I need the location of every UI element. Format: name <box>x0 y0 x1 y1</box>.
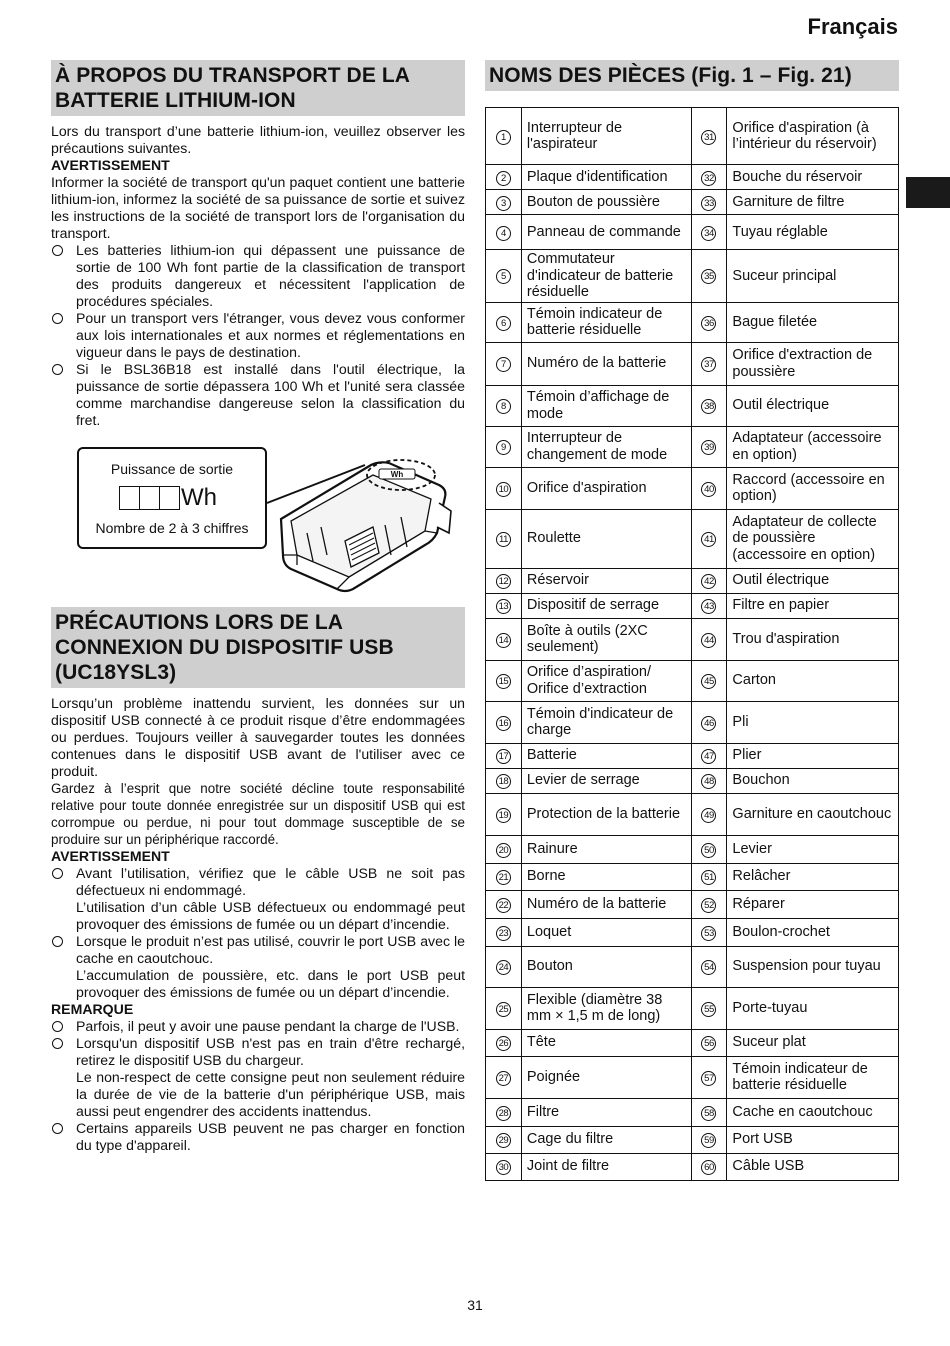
part-number-cell <box>691 568 727 593</box>
part-number-cell <box>486 302 522 342</box>
output-callout-box <box>77 447 267 549</box>
table-row <box>486 385 899 426</box>
part-number-badge: 30 <box>496 1160 511 1175</box>
part-number-cell <box>691 342 727 385</box>
section-title-parts: NOMS DES PIÈCES (Fig. 1 – Fig. 21) <box>485 60 899 91</box>
part-number-badge: 6 <box>496 316 511 331</box>
part-number-badge: 39 <box>701 440 716 455</box>
list-item: Les batteries lithium-ion qui dépassent une puissance de sortie de 100 Wh font partie de la classification de transport des produits dangereux et nécessitent l'application de procédures spéciales. <box>51 242 465 310</box>
part-number-badge: 56 <box>701 1036 716 1051</box>
unit-label: Wh <box>181 484 217 511</box>
right-column <box>485 60 899 1181</box>
table-row <box>486 946 899 987</box>
part-number-badge: 10 <box>496 482 511 497</box>
part-number-cell <box>691 1098 727 1126</box>
part-name-cell: Adaptateur de collecte de poussière (accessoire en option) <box>727 509 899 568</box>
part-number-badge: 3 <box>496 196 511 211</box>
part-number-badge: 14 <box>496 633 511 648</box>
circle-bullet-icon <box>52 1021 63 1032</box>
part-number-cell <box>486 593 522 618</box>
svg-text:Wh: Wh <box>390 470 404 479</box>
battery-illustration <box>261 441 467 601</box>
part-name-cell: Porte-tuyau <box>727 987 899 1029</box>
part-name-cell: Outil électrique <box>727 385 899 426</box>
part-number-badge: 37 <box>701 357 716 372</box>
part-number-badge: 8 <box>496 399 511 414</box>
part-number-badge: 5 <box>496 269 511 284</box>
part-number-cell <box>486 1029 522 1056</box>
part-name-cell: Garniture de filtre <box>727 190 899 215</box>
part-name-cell: Levier <box>727 835 899 863</box>
part-number-cell <box>691 1153 727 1180</box>
part-name-cell: Commutateur d'indicateur de batterie résiduelle <box>521 250 691 303</box>
part-number-cell <box>691 1029 727 1056</box>
table-row <box>486 1056 899 1098</box>
part-number-cell <box>486 165 522 190</box>
circle-bullet-icon <box>52 1038 63 1049</box>
table-row <box>486 467 899 509</box>
part-number-badge: 22 <box>496 898 511 913</box>
list-item: Si le BSL36B18 est installé dans l'outil électrique, la puissance de sortie dépassera 100 Wh et l'unité sera classée comme marchandise dangereuse selon la classification du fret. <box>51 361 465 429</box>
part-name-cell: Suspension pour tuyau <box>727 946 899 987</box>
part-number-badge: 35 <box>701 269 716 284</box>
table-row <box>486 743 899 768</box>
part-name-cell: Panneau de commande <box>521 215 691 250</box>
part-number-cell <box>691 250 727 303</box>
part-number-badge: 16 <box>496 716 511 731</box>
part-number-badge: 49 <box>701 808 716 823</box>
usb-intro-2: Gardez à l’esprit que notre société décline toute responsabilité relative pour toute donnée enregistrée sur un dispositif USB qui est corrompue ou perdue, ni pour tout dommage susceptible de se produire sur un périphérique raccordé. <box>51 781 465 847</box>
part-number-cell <box>691 509 727 568</box>
table-row <box>486 1029 899 1056</box>
part-number-cell <box>486 1056 522 1098</box>
table-row <box>486 768 899 793</box>
part-name-cell: Bouton de poussière <box>521 190 691 215</box>
part-number-badge: 48 <box>701 774 716 789</box>
part-number-badge: 24 <box>496 960 511 975</box>
part-name-cell: Garniture en caoutchouc <box>727 793 899 835</box>
part-number-cell <box>486 108 522 165</box>
part-number-cell <box>486 1098 522 1126</box>
part-number-cell <box>691 1126 727 1153</box>
part-name-cell: Témoin indicateur de batterie résiduelle <box>521 302 691 342</box>
part-name-cell: Relâcher <box>727 863 899 890</box>
part-number-badge: 46 <box>701 716 716 731</box>
part-name-cell: Réparer <box>727 890 899 918</box>
part-number-cell <box>691 835 727 863</box>
part-name-cell: Orifice d'extraction de poussière <box>727 342 899 385</box>
part-name-cell: Plier <box>727 743 899 768</box>
part-number-cell <box>691 467 727 509</box>
list-item: Parfois, il peut y avoir une pause pendant la charge de l'USB. <box>51 1018 465 1035</box>
part-name-cell: Port USB <box>727 1126 899 1153</box>
part-name-cell: Carton <box>727 660 899 701</box>
part-number-badge: 15 <box>496 674 511 689</box>
part-number-badge: 31 <box>701 130 716 145</box>
table-row <box>486 987 899 1029</box>
part-number-badge: 51 <box>701 870 716 885</box>
part-number-cell <box>691 302 727 342</box>
parts-table-body <box>486 108 899 1181</box>
part-number-badge: 4 <box>496 226 511 241</box>
part-number-badge: 12 <box>496 574 511 589</box>
part-number-badge: 26 <box>496 1036 511 1051</box>
table-row <box>486 568 899 593</box>
table-row <box>486 1098 899 1126</box>
part-number-cell <box>691 946 727 987</box>
part-name-cell: Roulette <box>521 509 691 568</box>
part-number-cell <box>691 215 727 250</box>
part-number-badge: 33 <box>701 196 716 211</box>
part-name-cell: Interrupteur de changement de mode <box>521 426 691 467</box>
part-number-cell <box>486 1126 522 1153</box>
part-number-badge: 9 <box>496 440 511 455</box>
part-number-cell <box>691 987 727 1029</box>
part-number-cell <box>486 768 522 793</box>
part-number-cell <box>691 165 727 190</box>
part-name-cell: Outil électrique <box>727 568 899 593</box>
table-row <box>486 835 899 863</box>
part-number-badge: 45 <box>701 674 716 689</box>
part-number-cell <box>486 250 522 303</box>
part-number-cell <box>691 426 727 467</box>
part-name-cell: Joint de filtre <box>521 1153 691 1180</box>
part-name-cell: Raccord (accessoire en option) <box>727 467 899 509</box>
part-number-badge: 13 <box>496 599 511 614</box>
digit-boxes <box>119 486 179 510</box>
part-name-cell: Pli <box>727 701 899 743</box>
part-name-cell: Borne <box>521 863 691 890</box>
part-number-cell <box>691 768 727 793</box>
part-number-badge: 32 <box>701 171 716 186</box>
usb-note-bullets <box>51 1018 465 1154</box>
table-row <box>486 918 899 946</box>
part-number-cell <box>486 701 522 743</box>
part-number-cell <box>486 342 522 385</box>
part-name-cell: Levier de serrage <box>521 768 691 793</box>
part-number-badge: 42 <box>701 574 716 589</box>
transport-bullets <box>51 242 465 429</box>
part-number-cell <box>486 835 522 863</box>
section-tab-marker <box>906 177 950 208</box>
part-name-cell: Câble USB <box>727 1153 899 1180</box>
table-row <box>486 190 899 215</box>
part-number-badge: 52 <box>701 898 716 913</box>
part-number-cell <box>486 918 522 946</box>
part-number-cell <box>486 190 522 215</box>
part-number-cell <box>691 618 727 660</box>
table-row <box>486 793 899 835</box>
part-name-cell: Filtre en papier <box>727 593 899 618</box>
usb-intro: Lorsqu’un problème inattendu survient, les données sur un dispositif USB connecté à ce produit risque d’être endommagées ou perdues. Toujours veiller à sauvegarder toutes les données contenues dans le dispositif USB avant de l'utiliser avec ce produit. <box>51 695 465 779</box>
page-number: 31 <box>467 1297 483 1313</box>
part-number-badge: 43 <box>701 599 716 614</box>
part-number-cell <box>691 890 727 918</box>
part-number-badge: 60 <box>701 1160 716 1175</box>
part-name-cell: Rainure <box>521 835 691 863</box>
circle-bullet-icon <box>52 364 63 375</box>
table-row <box>486 701 899 743</box>
list-item: Lorsque le produit n’est pas utilisé, couvrir le port USB avec le cache en caoutchouc. L’accumulation de poussière, etc. dans le port USB peut provoquer des émissions de fumée ou un départ d’incendie. <box>51 933 465 1001</box>
part-number-badge: 36 <box>701 316 716 331</box>
part-number-badge: 54 <box>701 960 716 975</box>
part-number-badge: 55 <box>701 1002 716 1017</box>
transport-warning-text: Informer la société de transport qu'un paquet contient une batterie lithium-ion, informez la société de sa puissance de sortie et suivez les instructions de la société de transport lors de l'organisation du transport. <box>51 174 465 241</box>
table-row <box>486 593 899 618</box>
part-number-cell <box>486 946 522 987</box>
part-name-cell: Suceur plat <box>727 1029 899 1056</box>
part-name-cell: Suceur principal <box>727 250 899 303</box>
part-name-cell: Orifice d’aspiration/ Orifice d’extraction <box>521 660 691 701</box>
part-number-cell <box>486 568 522 593</box>
list-item: Certains appareils USB peuvent ne pas charger en fonction du type d'appareil. <box>51 1120 465 1154</box>
list-item: Pour un transport vers l'étranger, vous devez vous conformer aux lois internationales et aux normes et réglementations en vigueur dans le pays de destination. <box>51 310 465 361</box>
part-number-badge: 11 <box>496 532 511 547</box>
part-number-badge: 19 <box>496 808 511 823</box>
part-number-badge: 20 <box>496 843 511 858</box>
part-name-cell: Boulon-crochet <box>727 918 899 946</box>
part-name-cell: Boîte à outils (2XC seulement) <box>521 618 691 660</box>
transport-warning-label: AVERTISSEMENT <box>51 157 170 173</box>
part-number-cell <box>691 190 727 215</box>
part-number-badge: 59 <box>701 1133 716 1148</box>
circle-bullet-icon <box>52 1123 63 1134</box>
circle-bullet-icon <box>52 313 63 324</box>
table-row <box>486 509 899 568</box>
part-number-cell <box>691 743 727 768</box>
part-name-cell: Témoin indicateur de batterie résiduelle <box>727 1056 899 1098</box>
part-name-cell: Batterie <box>521 743 691 768</box>
table-row <box>486 165 899 190</box>
part-name-cell: Bouton <box>521 946 691 987</box>
part-number-cell <box>691 660 727 701</box>
table-row <box>486 302 899 342</box>
part-number-badge: 34 <box>701 226 716 241</box>
part-name-cell: Orifice d'aspiration (à l’intérieur du réservoir) <box>727 108 899 165</box>
part-number-cell <box>691 385 727 426</box>
part-number-cell <box>486 890 522 918</box>
part-name-cell: Numéro de la batterie <box>521 342 691 385</box>
part-number-cell <box>486 426 522 467</box>
part-name-cell: Filtre <box>521 1098 691 1126</box>
part-name-cell: Cache en caoutchouc <box>727 1098 899 1126</box>
part-number-cell <box>486 618 522 660</box>
part-name-cell: Flexible (diamètre 38 mm × 1,5 m de long) <box>521 987 691 1029</box>
part-number-cell <box>691 108 727 165</box>
part-number-badge: 18 <box>496 774 511 789</box>
part-name-cell: Tuyau réglable <box>727 215 899 250</box>
usb-note-label: REMARQUE <box>51 1001 134 1017</box>
part-number-badge: 23 <box>496 926 511 941</box>
part-name-cell: Protection de la batterie <box>521 793 691 835</box>
part-number-badge: 53 <box>701 926 716 941</box>
part-name-cell: Bouche du réservoir <box>727 165 899 190</box>
part-number-badge: 57 <box>701 1071 716 1086</box>
part-number-badge: 28 <box>496 1106 511 1121</box>
part-number-cell <box>486 863 522 890</box>
part-number-badge: 40 <box>701 482 716 497</box>
part-number-badge: 27 <box>496 1071 511 1086</box>
part-number-cell <box>691 793 727 835</box>
circle-bullet-icon <box>52 245 63 256</box>
circle-bullet-icon <box>52 936 63 947</box>
part-name-cell: Loquet <box>521 918 691 946</box>
part-number-badge: 58 <box>701 1106 716 1121</box>
list-item: Lorsqu'un dispositif USB n'est pas en train d'être rechargé, retirez le dispositif USB du chargeur. Le non-respect de cette consigne peut non seulement réduire la durée de vie de la batterie d'un périphérique USB, mais aussi peut engendrer des accidents inattendus. <box>51 1035 465 1120</box>
battery-output-figure <box>51 441 465 601</box>
part-name-cell: Trou d'aspiration <box>727 618 899 660</box>
part-number-badge: 38 <box>701 399 716 414</box>
part-name-cell: Orifice d'aspiration <box>521 467 691 509</box>
part-name-cell: Réservoir <box>521 568 691 593</box>
part-name-cell: Poignée <box>521 1056 691 1098</box>
language-label: Français <box>807 14 898 39</box>
part-name-cell: Bouchon <box>727 768 899 793</box>
table-row <box>486 660 899 701</box>
table-row <box>486 1126 899 1153</box>
part-name-cell: Témoin d’affichage de mode <box>521 385 691 426</box>
table-row <box>486 215 899 250</box>
usb-warning-label: AVERTISSEMENT <box>51 848 170 864</box>
part-number-cell <box>486 743 522 768</box>
part-number-cell <box>486 660 522 701</box>
section-title-transport: À PROPOS DU TRANSPORT DE LA BATTERIE LITHIUM-ION <box>51 60 465 116</box>
part-number-cell <box>486 385 522 426</box>
part-number-badge: 17 <box>496 749 511 764</box>
part-number-cell <box>691 918 727 946</box>
part-name-cell: Témoin d'indicateur de charge <box>521 701 691 743</box>
part-name-cell: Tête <box>521 1029 691 1056</box>
part-number-cell <box>486 1153 522 1180</box>
table-row <box>486 108 899 165</box>
table-row <box>486 863 899 890</box>
part-number-badge: 2 <box>496 171 511 186</box>
part-number-badge: 1 <box>496 130 511 145</box>
part-number-cell <box>486 509 522 568</box>
part-name-cell: Adaptateur (accessoire en option) <box>727 426 899 467</box>
part-number-cell <box>486 987 522 1029</box>
table-row <box>486 426 899 467</box>
part-number-cell <box>691 593 727 618</box>
part-number-cell <box>691 701 727 743</box>
part-name-cell: Plaque d'identification <box>521 165 691 190</box>
table-row <box>486 250 899 303</box>
part-name-cell: Cage du filtre <box>521 1126 691 1153</box>
part-name-cell: Bague filetée <box>727 302 899 342</box>
part-number-badge: 25 <box>496 1002 511 1017</box>
table-row <box>486 342 899 385</box>
part-number-cell <box>486 467 522 509</box>
part-number-cell <box>486 793 522 835</box>
part-number-badge: 7 <box>496 357 511 372</box>
table-row <box>486 890 899 918</box>
transport-intro: Lors du transport d’une batterie lithium-ion, veuillez observer les précautions suivantes. <box>51 123 465 156</box>
part-number-badge: 50 <box>701 843 716 858</box>
left-column <box>51 60 465 1154</box>
part-number-cell <box>691 863 727 890</box>
digits-note: Nombre de 2 à 3 chiffres <box>95 520 249 536</box>
part-name-cell: Dispositif de serrage <box>521 593 691 618</box>
table-row <box>486 1153 899 1180</box>
part-number-badge: 44 <box>701 633 716 648</box>
part-number-badge: 47 <box>701 749 716 764</box>
table-row <box>486 618 899 660</box>
section-title-usb: PRÉCAUTIONS LORS DE LA CONNEXION DU DISPOSITIF USB (UC18YSL3) <box>51 607 465 688</box>
list-item: Avant l’utilisation, vérifiez que le câble USB ne soit pas défectueux ni endommagé. L’utilisation d’un câble USB défectueux ou endommagé peut provoquer des émissions de fumée ou un départ d’incendie. <box>51 865 465 933</box>
parts-table <box>485 107 899 1181</box>
part-number-cell <box>691 1056 727 1098</box>
part-number-badge: 41 <box>701 532 716 547</box>
usb-warning-bullets <box>51 865 465 1001</box>
part-name-cell: Numéro de la batterie <box>521 890 691 918</box>
part-number-badge: 29 <box>496 1133 511 1148</box>
part-name-cell: Interrupteur de l'aspirateur <box>521 108 691 165</box>
output-label: Puissance de sortie <box>110 461 234 477</box>
part-number-badge: 21 <box>496 870 511 885</box>
circle-bullet-icon <box>52 868 63 879</box>
part-number-cell <box>486 215 522 250</box>
